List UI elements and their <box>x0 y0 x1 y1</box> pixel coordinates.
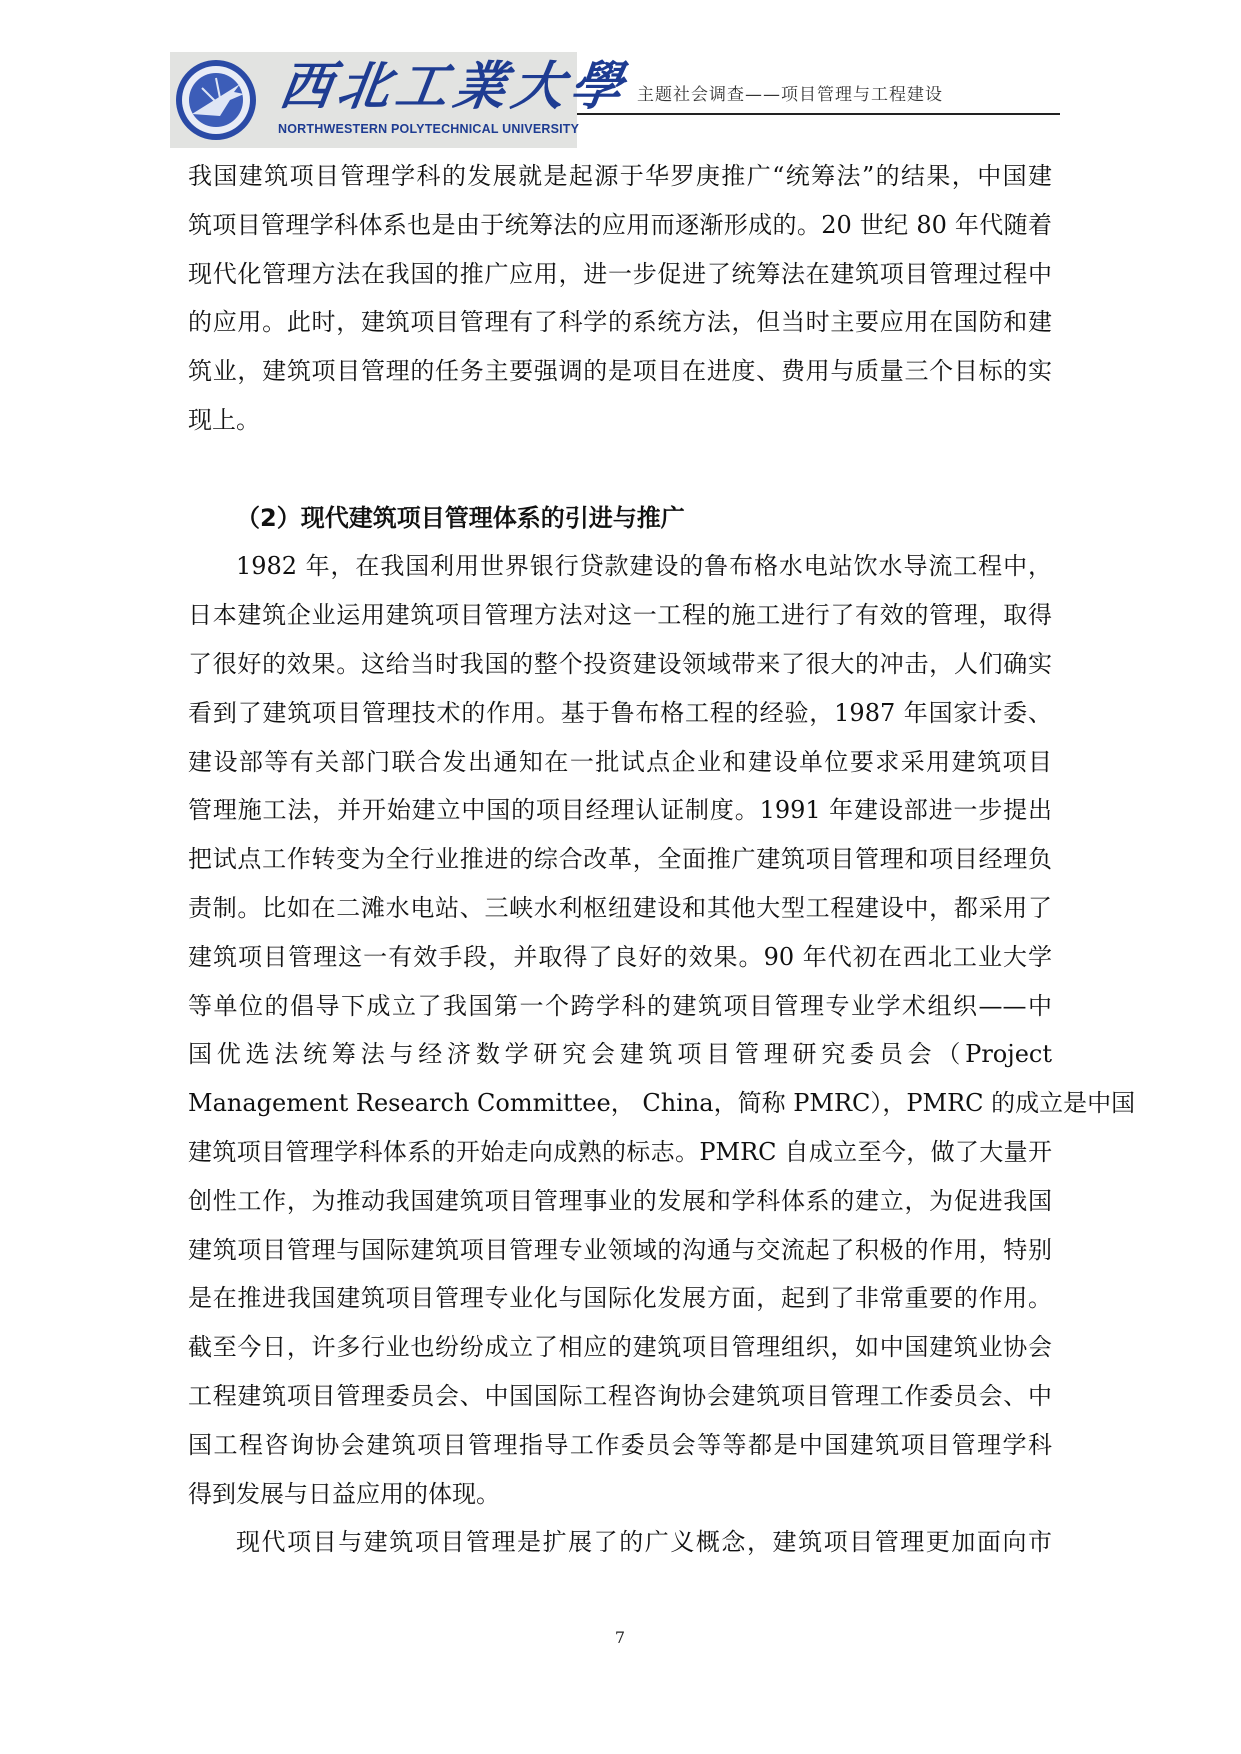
paragraph-line: 建筑项目管理学科体系的开始走向成熟的标志。PMRC 自成立至今，做了大量开 <box>188 1137 1052 1166</box>
paragraph-line: 我国建筑项目管理学科的发展就是起源于华罗庚推广“统筹法”的结果，中国建 <box>188 162 1052 190</box>
paragraph-line: 建筑项目管理这一有效手段，并取得了良好的效果。90 年代初在西北工业大学 <box>188 942 1052 971</box>
paragraph-line: 日本建筑企业运用建筑项目管理方法对这一工程的施工进行了有效的管理，取得 <box>188 601 1052 630</box>
paragraph-line: 管理施工法，并开始建立中国的项目经理认证制度。1991 年建设部进一步提出 <box>188 796 1052 825</box>
paragraph-line: 建设部等有关部门联合发出通知在一批试点企业和建设单位要求采用建筑项目 <box>188 747 1052 776</box>
section-spacer <box>188 445 1052 494</box>
logo-english-name: NORTHWESTERN POLYTECHNICAL UNIVERSITY <box>278 122 580 136</box>
paragraph-line: 现代项目与建筑项目管理是扩展了的广义概念，建筑项目管理更加面向市 <box>236 1528 1052 1557</box>
logo-chinese-name: 西北工業大學 <box>275 56 633 117</box>
paragraph-line: 国优选法统筹法与经济数学研究会建筑项目管理研究委员会（Project <box>188 1040 1052 1069</box>
paragraph-line: 责制。比如在二滩水电站、三峡水利枢纽建设和其他大型工程建设中，都采用了 <box>188 893 1052 922</box>
paragraph-line: 现代化管理方法在我国的推广应用，进一步促进了统筹法在建筑项目管理过程中 <box>188 259 1052 288</box>
paragraph-line: 筑项目管理学科体系也是由于统筹法的应用而逐渐形成的。20 世纪 80 年代随着 <box>188 210 1052 239</box>
paragraph-line: Management Research Committee， China，简称 PMRC），PMRC 的成立是中国 <box>188 1089 1136 1118</box>
paragraph-line: 筑业，建筑项目管理的任务主要强调的是项目在进度、费用与质量三个目标的实 <box>188 357 1052 386</box>
page-number: 7 <box>614 1628 626 1647</box>
paragraph-line: 是在推进我国建筑项目管理专业化与国际化发展方面，起到了非常重要的作用。 <box>188 1284 1052 1313</box>
paragraph-line: 看到了建筑项目管理技术的作用。基于鲁布格工程的经验，1987 年国家计委、 <box>188 698 1052 727</box>
paragraph-line: 的应用。此时，建筑项目管理有了科学的系统方法，但当时主要应用在国防和建 <box>188 308 1052 337</box>
page-body <box>188 152 1136 1567</box>
paragraph-line: 了很好的效果。这给当时我国的整个投资建设领域带来了很大的冲击，人们确实 <box>188 649 1052 678</box>
university-logo <box>170 52 633 148</box>
paragraph-line: 把试点工作转变为全行业推进的综合改革，全面推广建筑项目管理和项目经理负 <box>188 845 1052 874</box>
paragraph-line: 等单位的倡导下成立了我国第一个跨学科的建筑项目管理专业学术组织——中 <box>188 991 1052 1020</box>
paragraph-line: 得到发展与日益应用的体现。 <box>188 1479 500 1508</box>
section-heading: （2）现代建筑项目管理体系的引进与推广 <box>236 503 685 532</box>
paragraph-line: 建筑项目管理与国际建筑项目管理专业领域的沟通与交流起了积极的作用，特别 <box>188 1235 1052 1264</box>
header-divider <box>577 113 1060 115</box>
paragraph-line: 1982 年，在我国利用世界银行贷款建设的鲁布格水电站饮水导流工程中， <box>236 552 1052 581</box>
paragraph-line: 创性工作，为推动我国建筑项目管理事业的发展和学科体系的建立，为促进我国 <box>188 1186 1052 1215</box>
running-header-title: 主题社会调查——项目管理与工程建设 <box>637 85 943 105</box>
university-seal-icon <box>174 58 258 142</box>
paragraph-line: 现上。 <box>188 405 260 434</box>
paragraph-line: 工程建筑项目管理委员会、中国国际工程咨询协会建筑项目管理工作委员会、中 <box>188 1381 1052 1410</box>
paragraph-line: 截至今日，许多行业也纷纷成立了相应的建筑项目管理组织，如中国建筑业协会 <box>188 1333 1052 1362</box>
paragraph-line: 国工程咨询协会建筑项目管理指导工作委员会等等都是中国建筑项目管理学科 <box>188 1430 1052 1459</box>
